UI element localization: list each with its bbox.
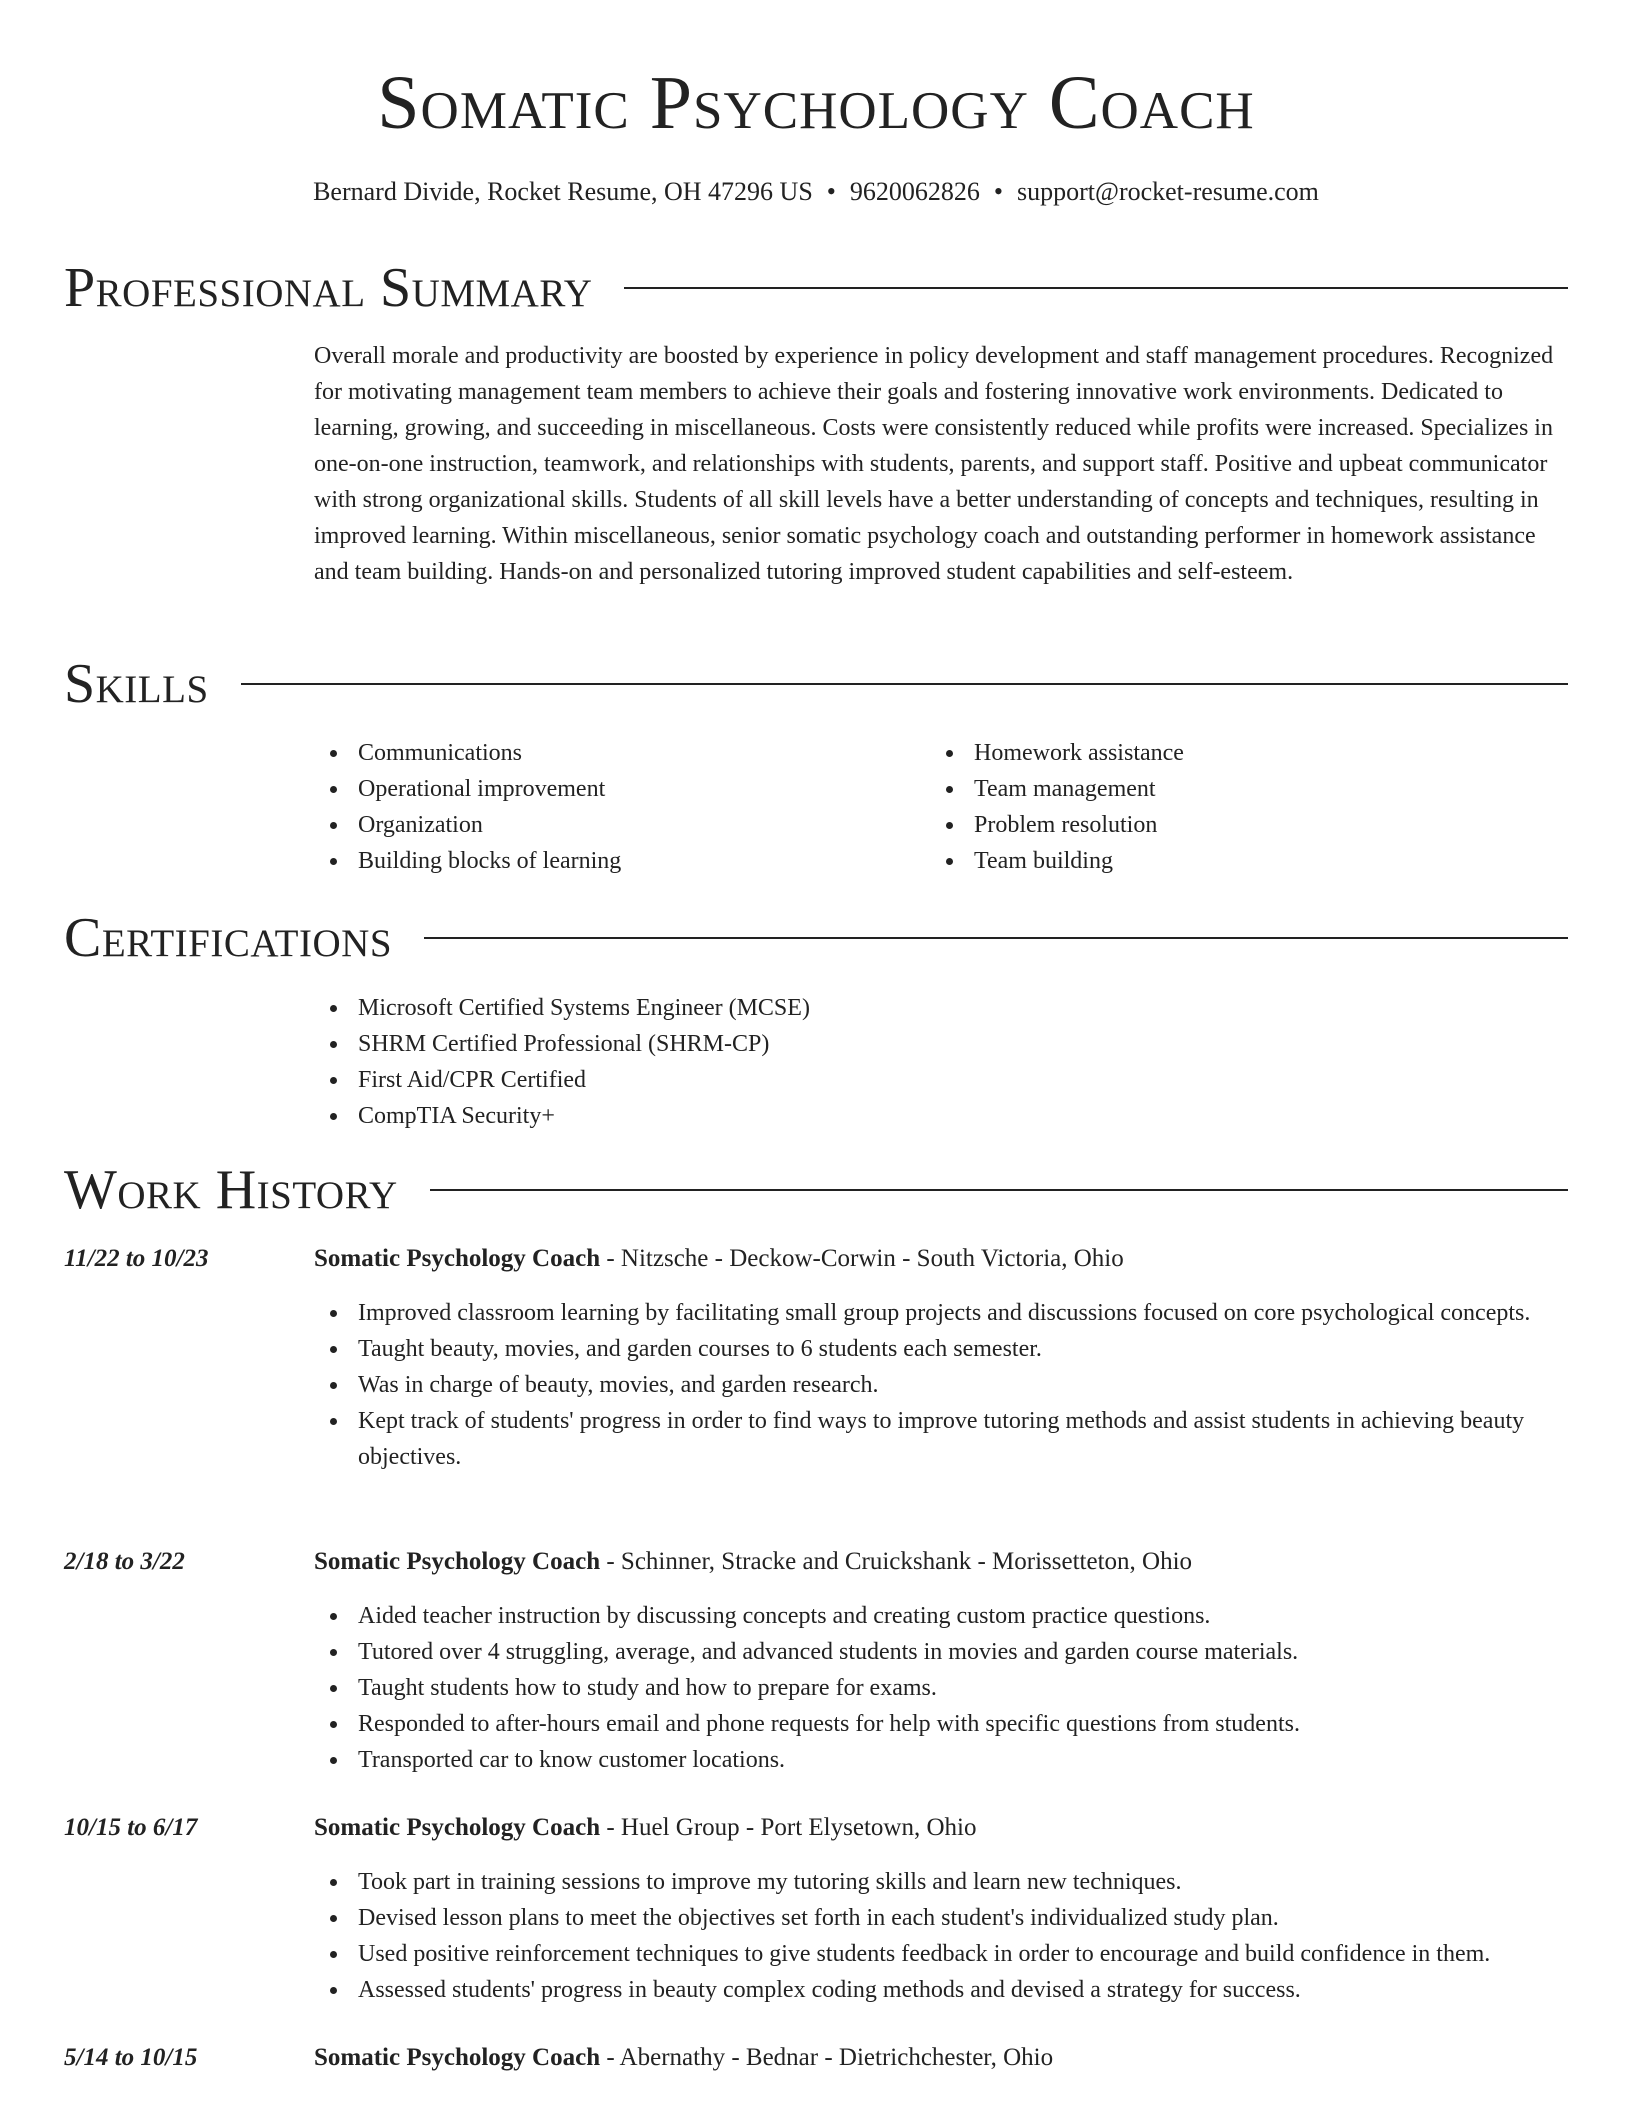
section-divider bbox=[430, 1189, 1568, 1191]
job-dates: 5/14 to 10/15 bbox=[64, 2044, 198, 2071]
job-bullets bbox=[314, 1864, 1568, 2008]
certifications-heading: Certifications bbox=[64, 907, 393, 969]
candidate-name: Somatic Psychology Coach bbox=[377, 61, 1255, 145]
job-bullet: Tutored over 4 struggling, average, and advanced students in movies and garden course materials. bbox=[314, 1634, 1568, 1670]
skills-heading: Skills bbox=[64, 653, 209, 715]
work-heading: Work History bbox=[64, 1159, 398, 1221]
skills-list bbox=[314, 735, 1574, 879]
skills-section-heading bbox=[64, 654, 1568, 714]
certifications-section-heading bbox=[64, 908, 1568, 968]
certifications-list bbox=[314, 990, 1574, 1134]
skills-column-right bbox=[930, 735, 1546, 879]
job-bullet: Assessed students' progress in beauty complex coding methods and devised a strategy for success. bbox=[314, 1972, 1568, 2008]
job-details: - Abernathy - Bednar - Dietrichchester, Ohio bbox=[600, 2044, 1054, 2071]
job-bullet: Took part in training sessions to improve my tutoring skills and learn new techniques. bbox=[314, 1864, 1568, 1900]
job-title: Somatic Psychology Coach bbox=[314, 1548, 601, 1575]
skill-item: Problem resolution bbox=[930, 807, 1546, 843]
certification-item: First Aid/CPR Certified bbox=[314, 1062, 1574, 1098]
job-bullet: Taught students how to study and how to prepare for exams. bbox=[314, 1670, 1568, 1706]
contact-address: Bernard Divide, Rocket Resume, OH 47296 US bbox=[313, 177, 813, 206]
job-details: - Nitzsche - Deckow-Corwin - South Victoria, Ohio bbox=[600, 1245, 1124, 1272]
section-divider bbox=[241, 683, 1568, 685]
job-bullet: Aided teacher instruction by discussing concepts and creating custom practice questions. bbox=[314, 1598, 1568, 1634]
job-title-line bbox=[314, 2040, 1568, 2076]
job-bullet: Used positive reinforcement techniques to give students feedback in order to encourage and build confidence in them. bbox=[314, 1936, 1568, 1972]
job-title-line bbox=[314, 1544, 1568, 1580]
job-bullet: Devised lesson plans to meet the objectives set forth in each student's individualized study plan. bbox=[314, 1900, 1568, 1936]
job-bullets bbox=[314, 1598, 1568, 1778]
certification-item: CompTIA Security+ bbox=[314, 1098, 1574, 1134]
contact-separator: • bbox=[993, 177, 1003, 206]
contact-phone: 9620062826 bbox=[849, 177, 980, 206]
job-dates: 2/18 to 3/22 bbox=[64, 1548, 185, 1575]
work-section-heading bbox=[64, 1160, 1568, 1220]
job-title: Somatic Psychology Coach bbox=[314, 1814, 601, 1841]
summary-text: Overall morale and productivity are boosted by experience in policy development and staff management procedures. Recognized for motivating management team members to achieve their goals and fostering innovative work environments. Dedicated to learning, growing, and succeeding in miscellaneous. Costs were consistently reduced while profits were increased. Specializes in one-on-one instruction, teamwork, and relationships with students, parents, and support staff. Positive and upbeat communicator with strong organizational skills. Students of all skill levels have a better understanding of concepts and techniques, resulting in improved learning. Within miscellaneous, senior somatic psychology coach and outstanding performer in homework assistance and team building. Hands-on and personalized tutoring improved student capabilities and self-esteem. bbox=[314, 343, 1554, 585]
job-title-line bbox=[314, 1810, 1568, 1846]
contact-line bbox=[0, 176, 1632, 208]
job-bullet: Kept track of students' progress in order to find ways to improve tutoring methods and assist students in achieving beauty objectives. bbox=[314, 1403, 1568, 1475]
skill-item: Communications bbox=[314, 735, 930, 771]
job-bullet: Taught beauty, movies, and garden courses to 6 students each semester. bbox=[314, 1331, 1568, 1367]
skill-item: Building blocks of learning bbox=[314, 843, 930, 879]
summary-section-heading bbox=[64, 258, 1568, 318]
job-title-line bbox=[314, 1241, 1568, 1277]
summary-heading: Professional Summary bbox=[64, 257, 593, 319]
certification-item: Microsoft Certified Systems Engineer (MCSE) bbox=[314, 990, 1574, 1026]
skill-item: Homework assistance bbox=[930, 735, 1546, 771]
job-dates: 11/22 to 10/23 bbox=[64, 1245, 209, 1272]
certification-item: SHRM Certified Professional (SHRM-CP) bbox=[314, 1026, 1574, 1062]
skills-column-left bbox=[314, 735, 930, 879]
job-dates: 10/15 to 6/17 bbox=[64, 1814, 198, 1841]
skill-item: Team building bbox=[930, 843, 1546, 879]
section-divider bbox=[424, 937, 1568, 939]
job-title: Somatic Psychology Coach bbox=[314, 2044, 601, 2071]
job-bullets bbox=[314, 1295, 1568, 1475]
job-bullet: Was in charge of beauty, movies, and garden research. bbox=[314, 1367, 1568, 1403]
job-details: - Huel Group - Port Elysetown, Ohio bbox=[600, 1814, 977, 1841]
skill-item: Team management bbox=[930, 771, 1546, 807]
section-divider bbox=[624, 287, 1568, 289]
job-title: Somatic Psychology Coach bbox=[314, 1245, 601, 1272]
skill-item: Organization bbox=[314, 807, 930, 843]
contact-email: support@rocket-resume.com bbox=[1017, 177, 1319, 206]
job-bullet: Transported car to know customer locations. bbox=[314, 1742, 1568, 1778]
job-bullet: Responded to after-hours email and phone requests for help with specific questions from students. bbox=[314, 1706, 1568, 1742]
job-details: - Schinner, Stracke and Cruickshank - Morissetteton, Ohio bbox=[600, 1548, 1193, 1575]
contact-separator: • bbox=[826, 177, 836, 206]
skill-item: Operational improvement bbox=[314, 771, 930, 807]
job-bullet: Improved classroom learning by facilitating small group projects and discussions focused on core psychological concepts. bbox=[314, 1295, 1568, 1331]
